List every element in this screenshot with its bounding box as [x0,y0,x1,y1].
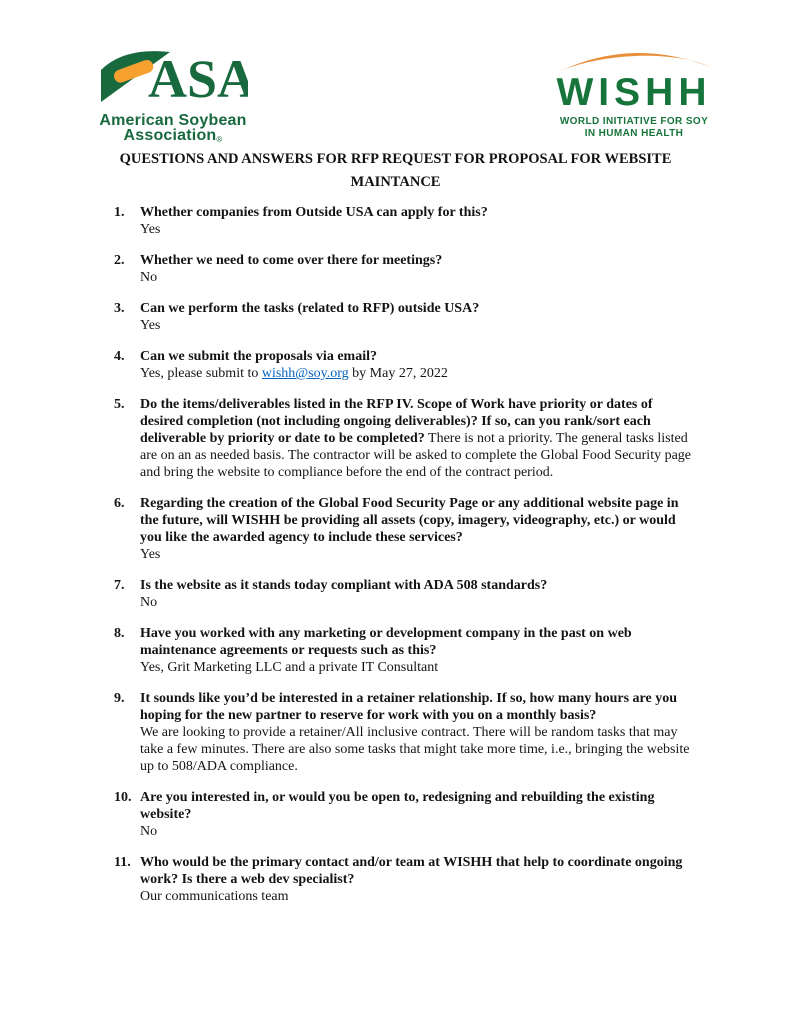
question-paragraph [140,300,698,317]
document-title [0,148,791,194]
qa-item [114,495,698,563]
qa-item-number: 6. [114,496,125,511]
question-text: Have you worked with any marketing or development company in the past on web maintenance agreements or requests such as this? [140,626,632,658]
qa-item-body [140,348,698,382]
answer-text: Our communications team [140,889,289,904]
qa-item-number: 1. [114,205,125,220]
qa-item [114,789,698,840]
question-paragraph [140,577,698,594]
asa-logo-icon [98,44,248,106]
qa-item-body [140,625,698,676]
qa-item [114,854,698,905]
wishh-tagline-line1: WORLD INITIATIVE FOR SOY [559,116,709,127]
question-text: It sounds like you’d be interested in a retainer relationship. If so, how many hours are you hoping for the new partner to reserve for work with you on a monthly basis? [140,691,677,723]
question-paragraph [140,625,698,659]
wishh-acronym: WISHH [556,71,712,114]
question-paragraph [140,252,698,269]
asa-logo [98,44,248,147]
wishh-tagline [544,116,724,140]
answer-text: No [140,824,158,839]
question-text: Can we perform the tasks (related to RFP) outside USA? [140,301,480,316]
qa-item-number: 2. [114,253,125,268]
answer-text: No [140,270,158,285]
qa-item-body [140,396,698,481]
qa-list [114,204,698,919]
question-text: Whether we need to come over there for meetings? [140,253,443,268]
qa-item-body [140,495,698,563]
qa-item-body [140,690,698,775]
answer-text: No [140,595,158,610]
qa-item-number: 9. [114,691,125,706]
qa-item [114,690,698,775]
wishh-logo [544,46,724,140]
qa-item-number: 3. [114,301,125,316]
answer-text [140,365,698,382]
qa-item [114,396,698,481]
asa-name-line1: American Soybean [99,112,247,129]
question-text: Is the website as it stands today compliant with ADA 508 standards? [140,578,548,593]
qa-item-number: 5. [114,397,125,412]
question-text: Do the items/deliverables listed in the RFP IV. Scope of Work have priority or dates of desired completion (not including ongoing deliverables)? If so, can you rank/sort each deliverable by priority or date to be completed? [140,397,653,446]
email-link[interactable]: wishh@soy.org [261,366,349,381]
qa-item-body [140,854,698,905]
asa-name-line2: Association® [123,127,223,144]
qa-item-number: 8. [114,626,125,641]
question-text: Are you interested in, or would you be open to, redesigning and rebuilding the existing website? [140,790,655,822]
question-text: Can we submit the proposals via email? [140,349,377,364]
qa-item-body [140,252,698,286]
qa-item [114,577,698,611]
asa-acronym: ASA [148,49,248,106]
qa-item [114,252,698,286]
qa-item [114,348,698,382]
qa-item [114,300,698,334]
qa-item [114,625,698,676]
answer-text: Yes [140,222,161,237]
qa-item-body [140,789,698,840]
answer-text: Yes [140,318,161,333]
title-line1: QUESTIONS AND ANSWERS FOR RFP REQUEST FOR PROPOSAL FOR WEBSITE [119,151,672,167]
inline-answer-text: There is not a priority. The general tasks listed are on an as needed basis. The contractor will be asked to complete the Global Food Security page and bring the website to compliance before the end of the contract period. [140,431,692,480]
question-paragraph [140,348,698,365]
question-text: Regarding the creation of the Global Food Security Page or any additional website page in the future, will WISHH be providing all assets (copy, imagery, videography, etc.) or would you like the awarded agency to include these services? [140,496,679,545]
answer-text: We are looking to provide a retainer/All inclusive contract. There will be random tasks that may take a few minutes. There are also some tasks that might take more time, i.e., bringing the website up to 508/ADA compliance. [140,725,690,774]
answer-prefix: Yes, please submit to [140,366,262,381]
question-paragraph [140,789,698,823]
question-text: Who would be the primary contact and/or team at WISHH that help to coordinate ongoing work? Is there a web dev specialist? [140,855,683,887]
question-paragraph [140,690,698,724]
wishh-tagline-line2: IN HUMAN HEALTH [584,128,684,139]
question-text: Whether companies from Outside USA can apply for this? [140,205,488,220]
answer-text: Yes [140,547,161,562]
qa-item-body [140,204,698,238]
wishh-arc-icon [544,46,724,72]
qa-item-number: 7. [114,578,125,593]
question-paragraph [140,204,698,221]
answer-text: Yes, Grit Marketing LLC and a private IT Consultant [140,660,439,675]
wishh-arc-shape [560,53,710,71]
question-paragraph [140,495,698,546]
question-paragraph [140,854,698,888]
asa-logo-name [98,113,248,147]
title-line2: MAINTANCE [350,174,441,190]
answer-suffix: by May 27, 2022 [348,366,448,381]
qa-item-number: 10. [114,790,132,805]
qa-item-body [140,577,698,611]
qa-item [114,204,698,238]
question-paragraph [140,396,698,481]
qa-item-body [140,300,698,334]
qa-item-number: 4. [114,349,125,364]
qa-item-number: 11. [114,855,131,870]
registered-mark: ® [216,135,223,144]
